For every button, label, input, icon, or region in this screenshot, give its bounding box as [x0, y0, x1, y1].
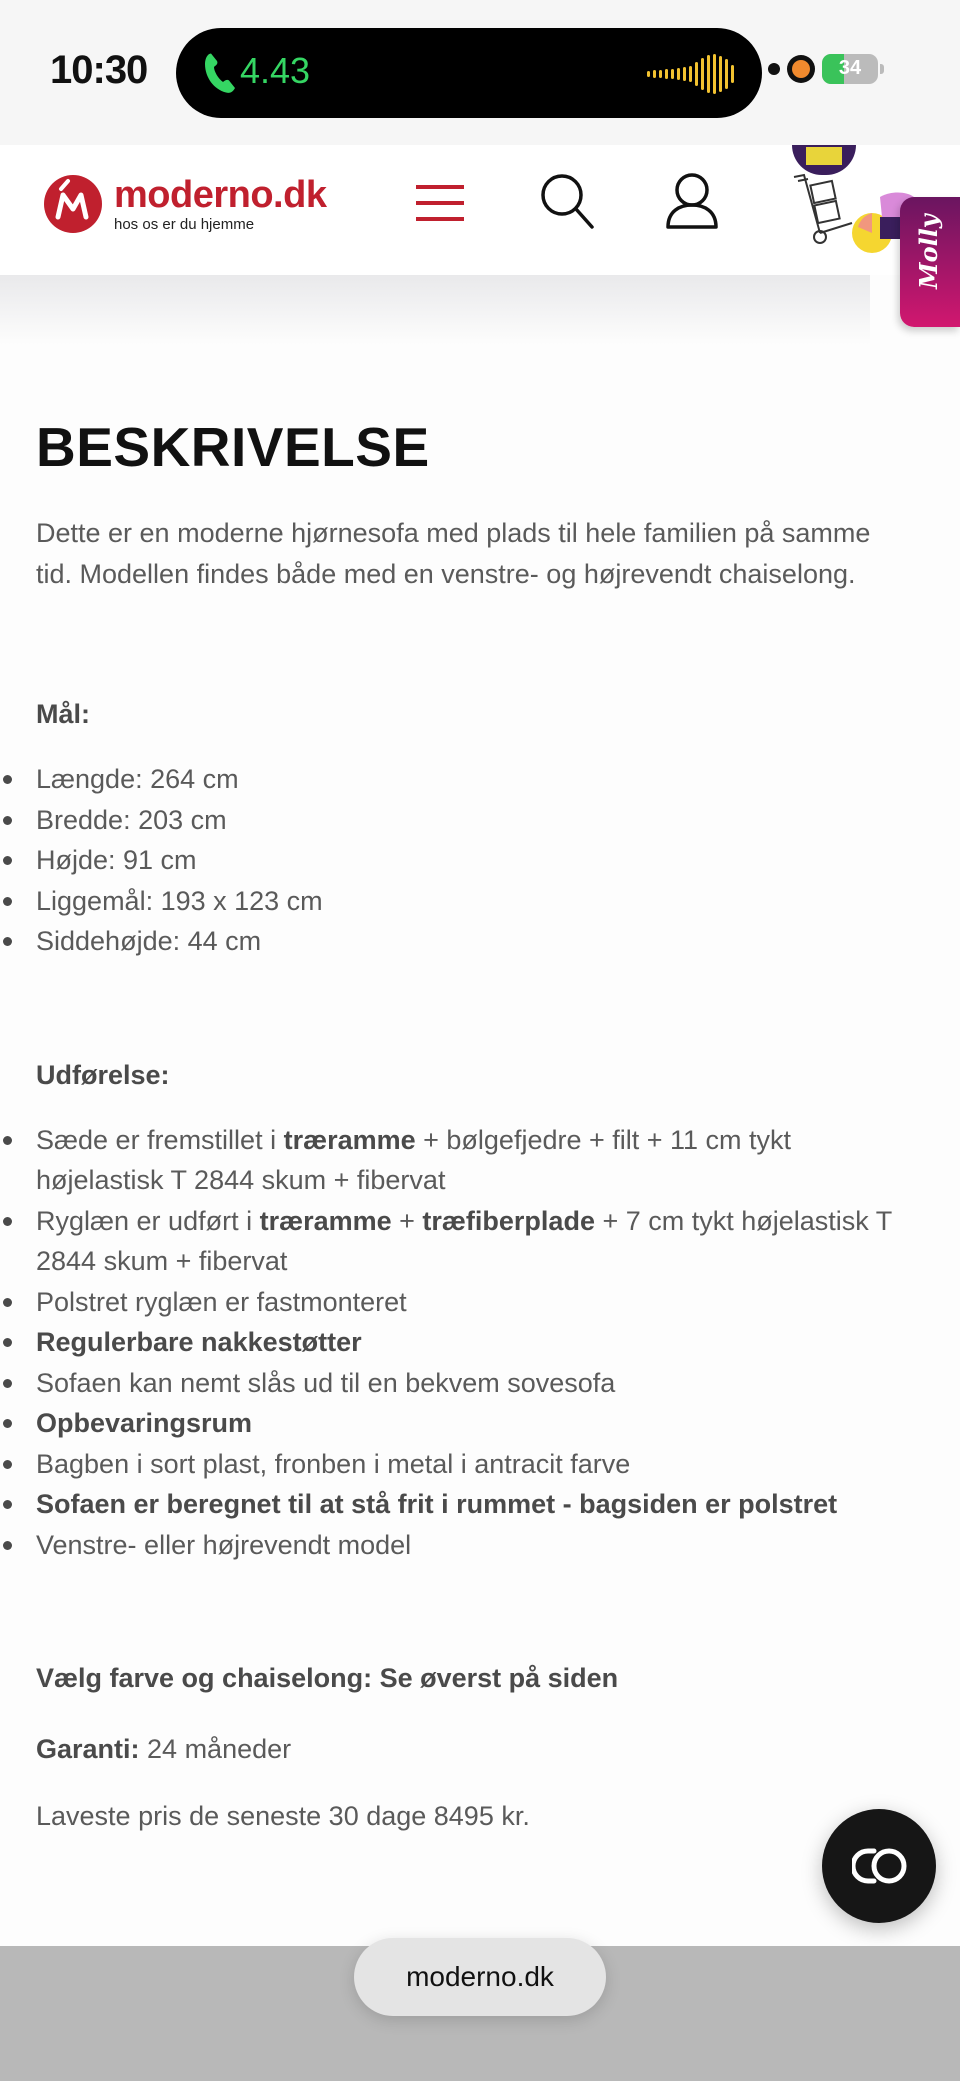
list-item: Sæde er fremstillet i træramme + bølgefjedre + filt + 11 cm tykt højelastisk T 2844 skum + fibervat: [36, 1120, 906, 1201]
address-bar[interactable]: moderno.dk: [354, 1938, 606, 2016]
list-item: Længde: 264 cm: [36, 759, 906, 800]
battery-icon: [822, 54, 878, 84]
list-item: Bredde: 203 cm: [36, 800, 906, 841]
choose-color-note: Vælg farve og chaiselong: Se øverst på siden: [36, 1663, 619, 1693]
product-description: [36, 416, 906, 1832]
list-item: Bagben i sort plast, fronben i metal i antracit farve: [36, 1444, 906, 1485]
dynamic-island-call[interactable]: [176, 28, 762, 118]
audio-waveform-icon: [647, 54, 734, 94]
list-item: Sofaen kan nemt slås ud til en bekvem sovesofa: [36, 1363, 906, 1404]
header-shadow: [0, 275, 870, 345]
microphone-in-use-icon: [792, 60, 810, 78]
construction-label: Udførelse:: [36, 1059, 170, 1090]
list-item: Liggemål: 193 x 123 cm: [36, 881, 906, 922]
list-item: Ryglæn er udført i træramme + træfiberplade + 7 cm tykt højelastisk T 2844 skum + fibervat: [36, 1201, 906, 1282]
intro-text: Dette er en moderne hjørnesofa med plads til hele familien på samme tid. Modellen findes både med en venstre- og højrevendt chaiselong.: [36, 518, 871, 589]
construction-list: [36, 1120, 906, 1566]
list-item: Polstret ryglæn er fastmonteret: [36, 1282, 906, 1323]
warranty: [36, 1734, 906, 1765]
chat-loop-icon: [852, 1847, 908, 1885]
molly-tab-label: Molly: [914, 214, 943, 289]
list-item: Opbevaringsrum: [36, 1403, 906, 1444]
phone-icon: [202, 50, 238, 96]
battery-cap: [880, 64, 884, 74]
list-item: Venstre- eller højrevendt model: [36, 1525, 906, 1566]
molly-chat-tab[interactable]: [900, 197, 960, 327]
search-icon[interactable]: [540, 173, 596, 231]
site-logo[interactable]: [44, 175, 326, 233]
lowest-price-note: Laveste pris de seneste 30 dage 8495 kr.: [36, 1801, 530, 1831]
list-item: Sofaen er beregnet til at stå frit i rummet - bagsiden er polstret: [36, 1484, 906, 1525]
status-bar: [0, 0, 960, 145]
call-timer: 4.43: [240, 50, 311, 91]
menu-icon[interactable]: [414, 183, 466, 225]
dimensions-list: [36, 759, 906, 962]
battery-level: 34: [838, 57, 862, 79]
warranty-label: Garanti:: [36, 1734, 140, 1764]
list-item: Højde: 91 cm: [36, 840, 906, 881]
site-header: [0, 145, 960, 275]
dimensions-label: Mål:: [36, 699, 90, 729]
logo-tagline: hos os er du hjemme: [114, 215, 255, 233]
list-item: Regulerbare nakkestøtter: [36, 1322, 906, 1363]
status-time: 10:30: [50, 48, 148, 92]
list-item: Siddehøjde: 44 cm: [36, 921, 906, 962]
status-indicators: [768, 54, 884, 84]
chat-button[interactable]: [822, 1809, 936, 1923]
warranty-value: 24 måneder: [139, 1734, 292, 1764]
logo-badge-icon: [44, 175, 102, 233]
page-title: BESKRIVELSE: [36, 416, 430, 478]
logo-name: moderno.dk: [114, 173, 327, 216]
signal-icon: [768, 63, 780, 75]
account-icon[interactable]: [664, 173, 720, 231]
